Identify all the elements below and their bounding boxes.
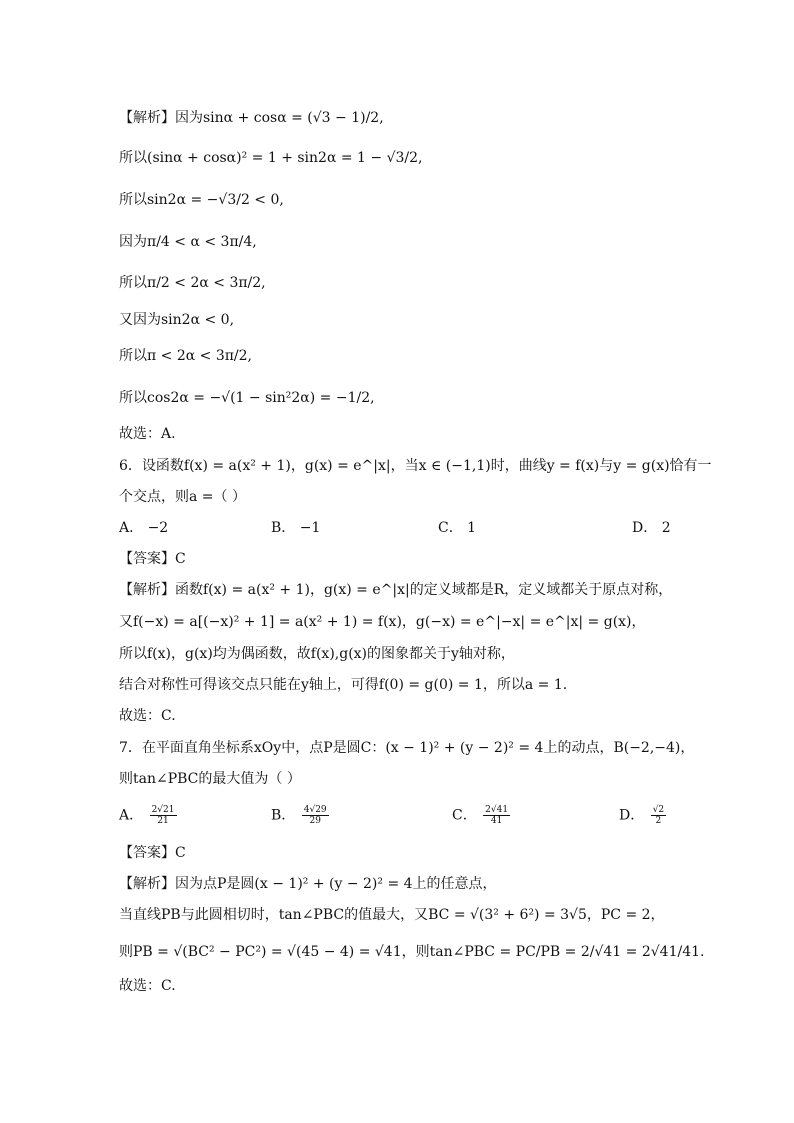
answer-label: 【答案】C — [119, 551, 186, 567]
option-b — [271, 518, 320, 538]
text-line: 【解析】函数f(x) = a(x² + 1)，g(x) = e^|x|的定义域都是R，定义域都关于原点对称， — [119, 582, 673, 598]
fraction-denominator: 21 — [157, 816, 169, 826]
text-line: 则PB = √(BC² − PC²) = √(45 − 4) = √41，则tan∠PBC = PC/PB = 2/√41 = 2√41/41. — [119, 944, 705, 960]
text-line: 结合对称性可得该交点只能在y轴上，可得f(0) = g(0) = 1，所以a = 1. — [119, 677, 568, 693]
text-line: 所以(sinα + cosα)² = 1 + sin2α = 1 − √3/2, — [119, 150, 423, 166]
text-line: 又因为sin2α < 0, — [119, 312, 235, 328]
option-label: D． — [619, 807, 645, 824]
text-line: 所以f(x)，g(x)均为偶函数，故f(x),g(x)的图象都关于y轴对称， — [119, 646, 515, 662]
text-line: 所以sin2α = −√3/2 < 0, — [119, 192, 284, 208]
option-label: A． — [119, 520, 144, 536]
question-7-stem: 7．在平面直角坐标系xOy中，点P是圆C：(x − 1)² + (y − 2)² = 4上的动点，B(−2,−4)， — [119, 740, 695, 756]
question-7-stem-cont: 则tan∠PBC的最大值为（ ） — [119, 771, 301, 787]
fraction-numerator: 2√41 — [485, 805, 509, 815]
option-a — [119, 518, 168, 538]
option-value: 2 — [661, 520, 671, 536]
option-fraction — [483, 805, 510, 826]
option-label: C． — [452, 807, 477, 824]
text-line: 所以π/2 < 2α < 3π/2, — [119, 275, 266, 291]
option-b — [271, 805, 331, 826]
text-line: 故选：A. — [119, 426, 176, 442]
option-c — [438, 518, 476, 538]
option-d — [632, 518, 671, 538]
text-line: 【解析】因为点P是圆(x − 1)² + (y − 2)² = 4上的任意点， — [119, 876, 497, 892]
fraction-denominator: 2 — [655, 816, 662, 826]
text-line: 【解析】因为sinα + cosα = (√3 − 1)/2, — [119, 110, 384, 126]
question-6-stem-cont: 个交点，则a =（ ） — [119, 489, 246, 505]
option-fraction — [302, 805, 329, 826]
option-c — [452, 805, 512, 826]
option-label: B． — [271, 807, 296, 824]
text-line: 因为π/4 < α < 3π/4, — [119, 234, 257, 250]
option-d — [619, 805, 668, 826]
option-a — [119, 805, 179, 826]
fraction-numerator: 4√29 — [303, 805, 327, 815]
option-fraction — [150, 805, 177, 826]
option-value: 1 — [467, 520, 477, 536]
text-line: 又f(−x) = a[(−x)² + 1] = a(x² + 1) = f(x)，g(−x) = e^|−x| = e^|x| = g(x)， — [119, 614, 646, 630]
fraction-numerator: √2 — [652, 805, 665, 815]
fraction-numerator: 2√21 — [151, 805, 175, 815]
fraction-denominator: 41 — [490, 816, 503, 826]
question-6-stem: 6．设函数f(x) = a(x² + 1)，g(x) = e^|x|，当x ∈ (−1,1)时，曲线y = f(x)与y = g(x)恰有一 — [119, 458, 712, 474]
option-label: D． — [632, 520, 658, 536]
option-fraction — [651, 805, 666, 826]
text-line: 故选：C. — [119, 708, 176, 724]
option-label: B． — [271, 520, 296, 536]
option-value: −1 — [299, 520, 321, 536]
text-line: 所以π < 2α < 3π/2, — [119, 348, 253, 364]
text-line: 故选：C. — [119, 978, 176, 994]
fraction-denominator: 29 — [309, 816, 321, 826]
option-label: A． — [119, 807, 144, 824]
option-value: −2 — [147, 520, 169, 536]
text-line: 所以cos2α = −√(1 − sin²2α) = −1/2, — [119, 390, 375, 406]
answer-label: 【答案】C — [119, 845, 186, 861]
option-label: C． — [438, 520, 463, 536]
text-line: 当直线PB与此圆相切时，tan∠PBC的值最大，又BC = √(3² + 6²) = 3√5，PC = 2， — [119, 907, 665, 923]
